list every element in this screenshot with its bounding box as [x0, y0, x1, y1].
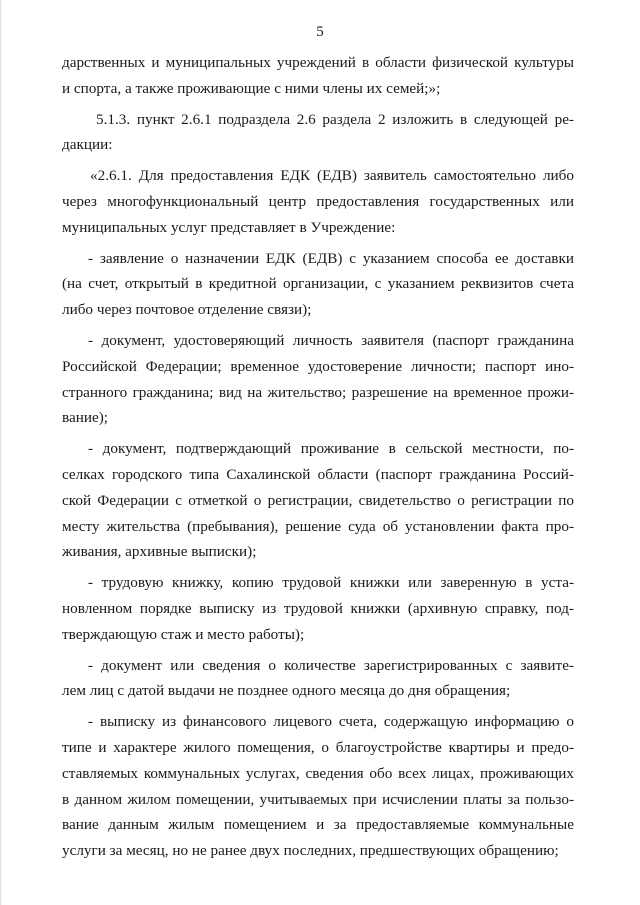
text-line: - выписку из финансового лицевого счета, содержащую информацию о [88, 713, 574, 731]
text-line: «2.6.1. Для предоставления ЕДК (ЕДВ) заявитель самостоятельно либо [90, 167, 574, 185]
list-item-residence [62, 436, 574, 565]
text-line: 5.1.3. пункт 2.6.1 подраздела 2.6 раздела 2 изложить в следующей ре- [96, 110, 574, 128]
document-body [62, 50, 574, 864]
text-line: тверждающую стаж и место работы); [62, 625, 305, 643]
text-line: дарственных и муниципальных учреждений в области физической культуры [62, 54, 574, 71]
text-line: - трудовую книжку, копию трудовой книжки или заверенную в уста- [88, 574, 574, 592]
list-item-identity [62, 328, 574, 431]
text-line: типе и характере жилого помещения, о благоустройстве квартиры и предо- [62, 738, 574, 756]
list-item-workbook [62, 570, 574, 647]
paragraph-2-6-1 [62, 163, 574, 240]
text-line: услуги за месяц, но не ранее двух последних, предшествующих обращению; [62, 842, 559, 860]
text-line: и спорта, а также проживающие с ними члены их семей;»; [62, 79, 441, 97]
paragraph-continuation [62, 50, 574, 102]
text-line: через многофункциональный центр предоставления государственных или [62, 192, 574, 210]
text-line: - документ, удостоверяющий личность заявителя (паспорт гражданина [88, 331, 574, 349]
text-line: в данном жилом помещении, учитываемых при исчислении платы за пользо- [62, 790, 574, 808]
text-line: - заявление о назначении ЕДК (ЕДВ) с указанием способа ее доставки [88, 249, 574, 267]
text-line: дакции: [62, 136, 113, 154]
text-line: - документ или сведения о количестве зарегистрированных с заявите- [88, 656, 574, 674]
list-item-application [62, 246, 574, 323]
text-line: Российской Федерации; временное удостоверение личности; паспорт ино- [62, 357, 574, 375]
text-line: вание данным жилым помещением и за предоставляемые коммунальные [62, 816, 574, 834]
text-line: живания, архивные выписки); [62, 543, 257, 561]
paragraph-5-1-3 [62, 107, 574, 159]
text-line: либо через почтовое отделение связи); [62, 301, 312, 319]
text-line: ставляемых коммунальных услугах, сведения обо всех лицах, проживающих [62, 764, 574, 782]
page-number: 5 [316, 24, 324, 40]
text-line: муниципальных услуг представляет в Учреждение: [62, 218, 396, 236]
text-line: вание); [62, 409, 108, 427]
text-line: - документ, подтверждающий проживание в сельской местности, по- [88, 440, 574, 458]
list-item-registered-persons [62, 653, 574, 705]
text-line: селках городского типа Сахалинской области (паспорт гражданина Россий- [62, 465, 574, 483]
list-item-account-extract [62, 709, 574, 864]
text-line: новленном порядке выписку из трудовой книжки (архивную справку, под- [62, 599, 574, 617]
text-line: месту жительства (пребывания), решение суда об установлении факта про- [62, 517, 574, 535]
text-line: лем лиц с датой выдачи не позднее одного месяца до дня обращения; [62, 682, 511, 700]
text-line: странного гражданина; вид на жительство; разрешение на временное прожи- [62, 383, 574, 401]
text-line: (на счет, открытый в кредитной организации, с указанием реквизитов счета [62, 275, 574, 293]
text-line: ской Федерации с отметкой о регистрации, свидетельство о регистрации по [62, 491, 574, 509]
scan-edge [0, 0, 2, 905]
